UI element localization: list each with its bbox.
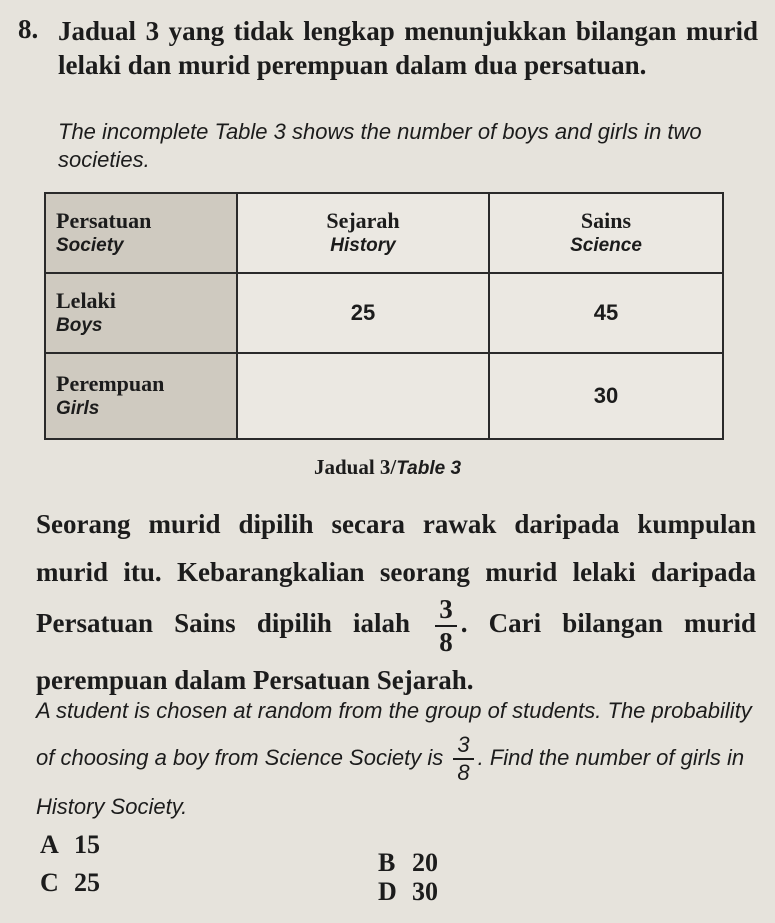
- option-c-value: 25: [74, 868, 100, 897]
- row-boys-label-cell: [45, 273, 237, 353]
- table-row-girls: [45, 353, 723, 439]
- boys-science-value: 45: [489, 273, 723, 353]
- boys-history-value: 25: [237, 273, 489, 353]
- body-english-after: . Find the number of girls in History Society.: [36, 744, 745, 819]
- table-caption: [0, 455, 775, 480]
- option-c[interactable]: [40, 868, 100, 898]
- header-science-cell: [489, 193, 723, 273]
- row-girls-english: Girls: [56, 398, 100, 419]
- option-b-value: 20: [412, 848, 438, 877]
- header-history-malay: Sejarah: [326, 208, 400, 233]
- option-d-letter: D: [378, 877, 397, 906]
- header-history-cell: [237, 193, 489, 273]
- fraction-denominator: 8: [439, 627, 453, 657]
- fraction-numerator: 3: [453, 734, 473, 760]
- body-english-before: A student is chosen at random from the group of students. The probability of choosing a boy from Science Society is: [36, 698, 752, 770]
- table-header-row: [45, 193, 723, 273]
- question-intro-malay: Jadual 3 yang tidak lengkap menunjukkan bilangan murid lelaki dan murid perempuan dalam dua persatuan.: [58, 16, 758, 80]
- option-d[interactable]: [378, 877, 438, 907]
- probability-fraction-malay: [435, 596, 457, 656]
- header-society-english: Society: [56, 235, 124, 256]
- society-table: [44, 192, 724, 440]
- question-number: 8.: [18, 14, 39, 44]
- table-row-boys: [45, 273, 723, 353]
- row-boys-malay: Lelaki: [56, 288, 116, 313]
- option-c-letter: C: [40, 868, 59, 897]
- header-society-cell: [45, 193, 237, 273]
- option-b[interactable]: [378, 848, 438, 878]
- fraction-denominator: 8: [457, 760, 470, 785]
- girls-science-value: 30: [489, 353, 723, 439]
- row-boys-english: Boys: [56, 315, 103, 336]
- question-body-malay: [36, 500, 756, 704]
- option-b-letter: B: [378, 848, 396, 877]
- girls-history-value: [237, 353, 489, 439]
- question-intro-english: The incomplete Table 3 shows the number of boys and girls in two societies.: [58, 119, 702, 172]
- header-society-malay: Persatuan: [56, 208, 152, 233]
- header-history-english: History: [330, 235, 396, 256]
- row-girls-malay: Perempuan: [56, 371, 165, 396]
- option-a-value: 15: [74, 830, 100, 859]
- body-malay-before: Seorang murid dipilih secara rawak daripada kumpulan murid itu. Kebarangkalian seorang murid lelaki daripada Persatuan Sains dipilih ialah: [36, 509, 756, 639]
- caption-malay: Jadual 3/: [313, 455, 397, 479]
- row-girls-label-cell: [45, 353, 237, 439]
- option-a-letter: A: [40, 830, 59, 859]
- probability-fraction-english: [453, 734, 473, 784]
- fraction-numerator: 3: [435, 596, 457, 627]
- option-d-value: 30: [412, 877, 438, 906]
- header-science-english: Science: [570, 235, 642, 256]
- body-malay-after: . Cari bilangan murid perempuan dalam Persatuan Sejarah.: [36, 608, 756, 695]
- header-science-malay: Sains: [580, 208, 632, 233]
- caption-english: Table 3: [396, 458, 462, 479]
- option-a[interactable]: [40, 830, 100, 860]
- question-body-english: [36, 688, 756, 830]
